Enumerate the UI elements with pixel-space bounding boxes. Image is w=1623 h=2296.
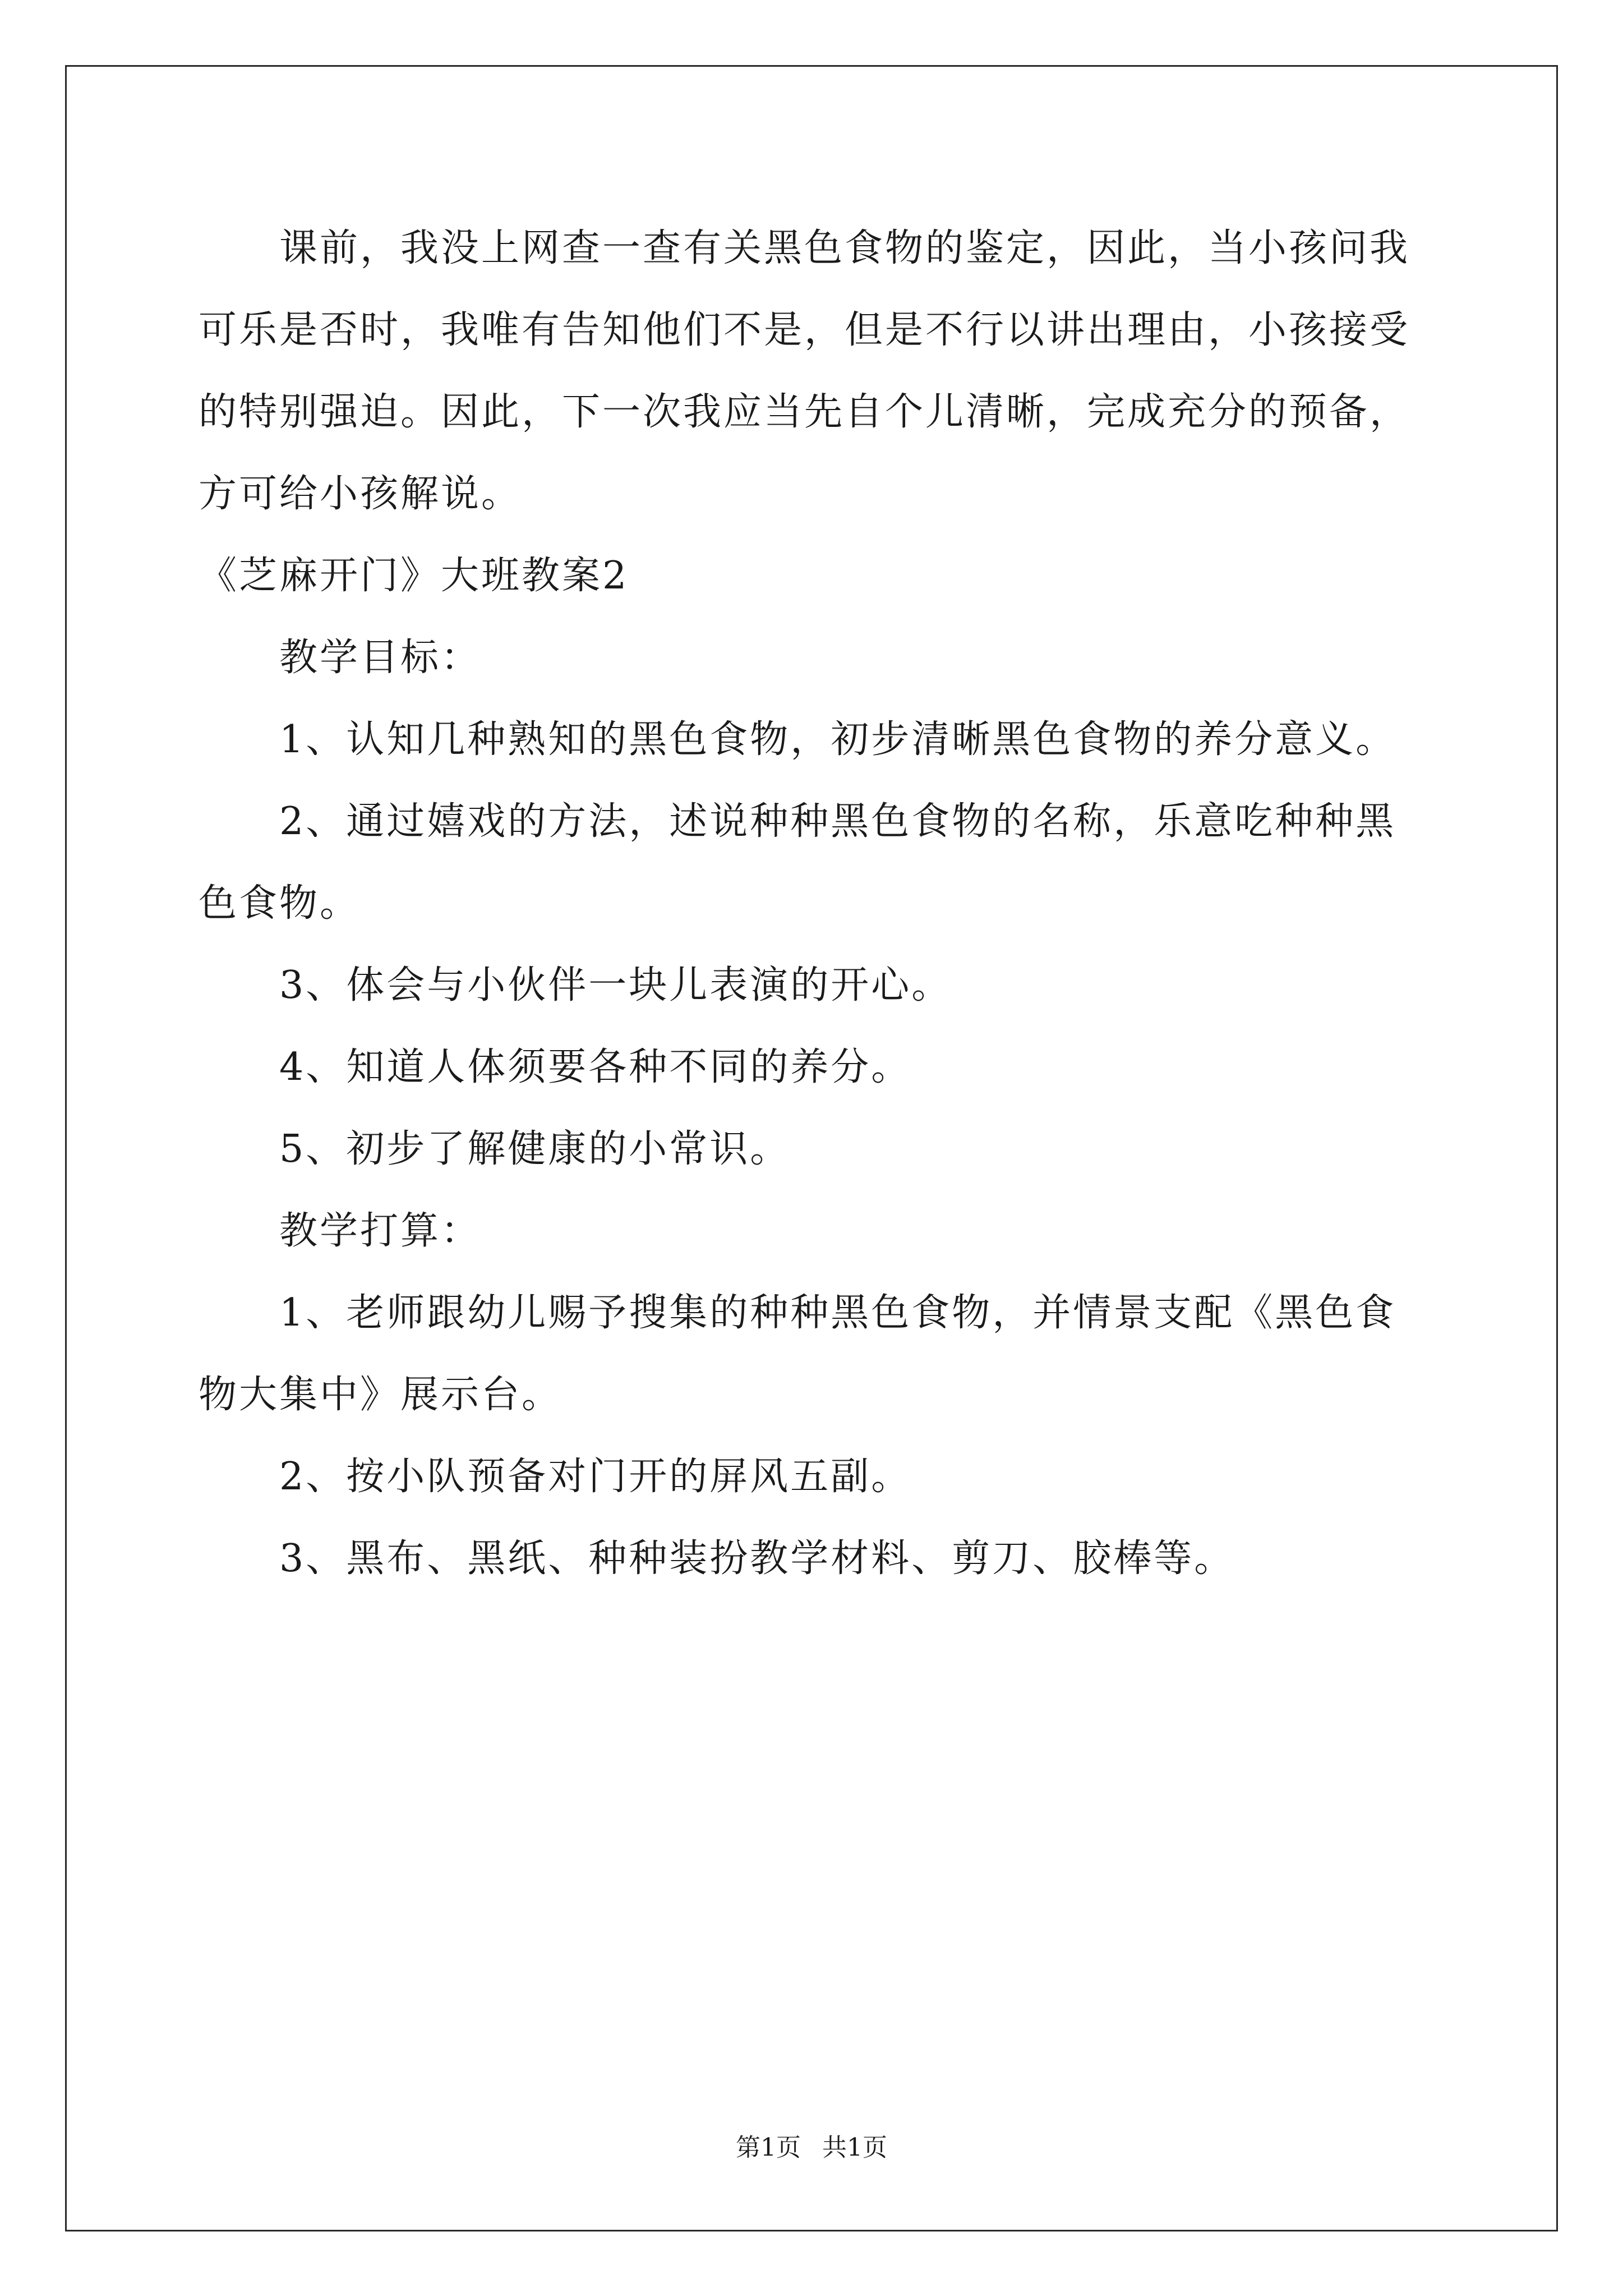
prep-item-3: 3、黑布、黑纸、种种装扮教学材料、剪刀、胶棒等。: [279, 1536, 1235, 1581]
paragraph-intro: 课前，我没上网查一查有关黑色食物的鉴定，因此，当小孩问我可乐是否时，我唯有告知他们不是，但是不行以讲出理由，小孩接受的特别强迫。因此，下一次我应当先自个儿清晰，完成充分的预备，方可给小孩解说。: [199, 226, 1410, 516]
goal-item-4: 4、知道人体须要各种不同的养分。: [279, 1045, 912, 1089]
prep-item-1: 1、老师跟幼儿赐予搜集的种种黑色食物，并情景支配《黑色食物大集中》展示台。: [199, 1291, 1396, 1417]
page-footer: [0, 2127, 1623, 2163]
page-total: 共1页: [822, 2133, 887, 2162]
goal-item-1: 1、认知几种熟知的黑色食物，初步清晰黑色食物的养分意义。: [279, 717, 1396, 762]
prep-item-2: 2、按小队预备对门开的屏风五副。: [279, 1455, 912, 1499]
document-body: [199, 208, 1427, 1600]
goal-item-5: 5、初步了解健康的小常识。: [279, 1127, 791, 1171]
section-heading: 《芝麻开门》大班教案2: [199, 554, 629, 598]
goal-item-3: 3、体会与小伙伴一块儿表演的开心。: [279, 963, 952, 1007]
goal-item-2: 2、通过嬉戏的方法，述说种种黑色食物的名称，乐意吃种种黑色食物。: [199, 799, 1396, 926]
teaching-goals-heading: 教学目标：: [279, 636, 482, 680]
teaching-prep-heading: 教学打算：: [279, 1209, 482, 1253]
page-number: 第1页: [736, 2133, 801, 2162]
